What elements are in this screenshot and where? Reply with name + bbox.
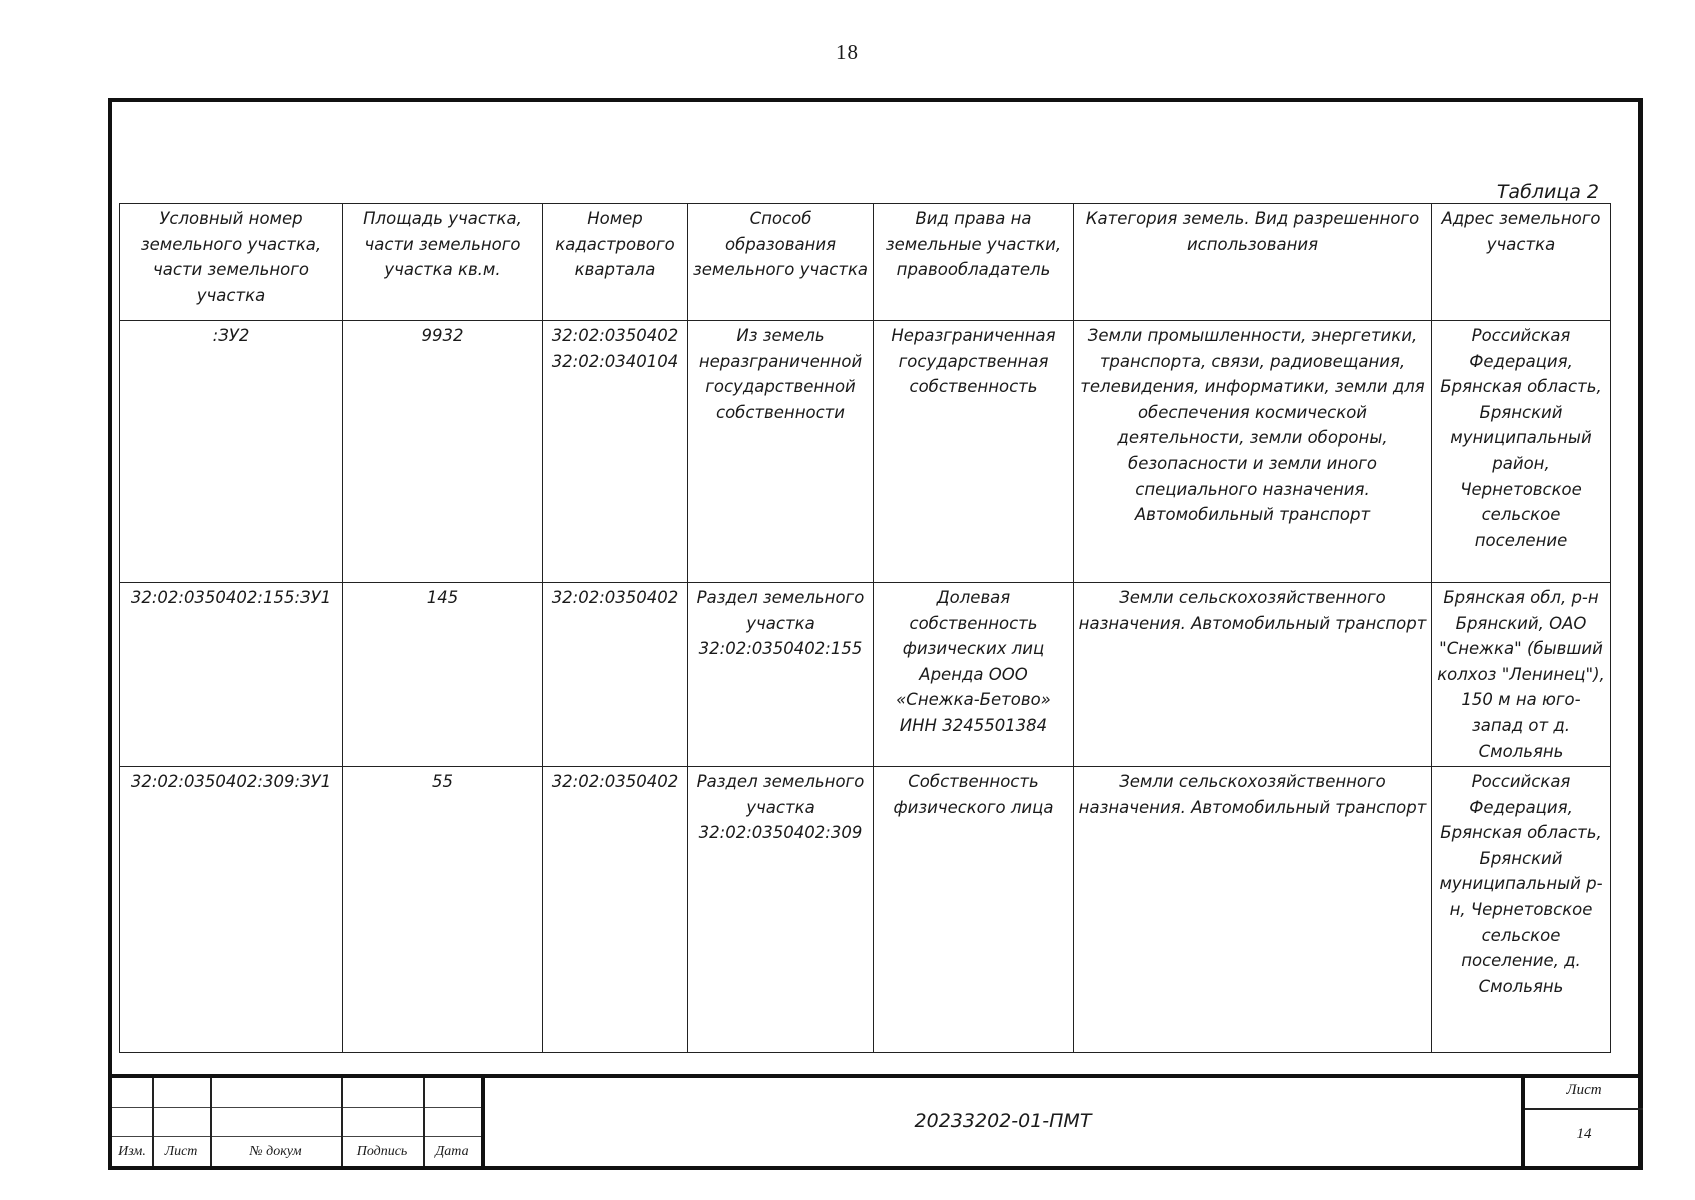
cell-formation-method: Раздел земельного участка 32:02:0350402:309 xyxy=(688,767,874,1053)
grid-line xyxy=(112,1136,481,1137)
page-number: 18 xyxy=(836,40,859,64)
cell-right-type: Долевая собственность физических лиц Аренда ООО «Снежка-Бетово» ИНН 3245501384 xyxy=(874,583,1074,767)
cell-land-category: Земли сельскохозяйственного назначения. Автомобильный транспорт xyxy=(1074,767,1432,1053)
cell-address: Брянская обл, р-н Брянский, ОАО "Снежка" (бывший колхоз "Ленинец"), 150 м на юго-запад от д. Смольянь xyxy=(1432,583,1611,767)
column-header-formation-method: Способ образования земельного участка xyxy=(688,204,874,321)
cell-plot-number: 32:02:0350402:155:ЗУ1 xyxy=(120,583,343,767)
column-header-area: Площадь участка, части земельного участка кв.м. xyxy=(343,204,543,321)
column-header-address: Адрес земельного участка xyxy=(1432,204,1611,321)
cell-land-category: Земли промышленности, энергетики, транспорта, связи, радиовещания, телевидения, информатики, земли для обеспечения космической деятельности, земли обороны, безопасности и земли иного специального назначения. Автомобильный транспорт xyxy=(1074,321,1432,583)
cell-formation-method: Из земель неразграниченной государственной собственности xyxy=(688,321,874,583)
cell-cadastral-quarter: 32:02:0350402 32:02:0340104 xyxy=(543,321,688,583)
cell-area: 9932 xyxy=(343,321,543,583)
cell-cadastral-quarter: 32:02:0350402 xyxy=(543,583,688,767)
stamp-caption-change: Изм. xyxy=(118,1144,146,1159)
title-block-sheet xyxy=(1525,1078,1643,1166)
cell-cadastral-quarter: 32:02:0350402 xyxy=(543,767,688,1053)
cell-address: Российская Федерация, Брянская область, Брянский муниципальный район, Чернетовское сельское поселение xyxy=(1432,321,1611,583)
stamp-caption-sheet: Лист xyxy=(164,1144,198,1159)
cell-area: 55 xyxy=(343,767,543,1053)
cell-address: Российская Федерация, Брянская область, Брянский муниципальный р-н, Чернетовское сельское поселение, д. Смольянь xyxy=(1432,767,1611,1053)
document-code: 20233202-01-ПМТ xyxy=(914,1110,1092,1132)
cell-formation-method: Раздел земельного участка 32:02:0350402:155 xyxy=(688,583,874,767)
grid-line xyxy=(1525,1108,1643,1110)
stamp-caption-document: № докум xyxy=(249,1144,302,1159)
table-caption: Таблица 2 xyxy=(1496,181,1599,203)
cell-right-type: Неразграниченная государственная собственность xyxy=(874,321,1074,583)
column-header-cadastral-quarter: Номер кадастрового квартала xyxy=(543,204,688,321)
title-block-revision-grid xyxy=(112,1078,481,1166)
table-header-row xyxy=(120,204,1611,321)
sheet-label: Лист xyxy=(1566,1082,1602,1098)
column-header-land-category: Категория земель. Вид разрешенного использования xyxy=(1074,204,1432,321)
cell-plot-number: :ЗУ2 xyxy=(120,321,343,583)
title-block-designation xyxy=(481,1078,1525,1166)
table-row xyxy=(120,767,1611,1053)
cell-right-type: Собственность физического лица xyxy=(874,767,1074,1053)
land-plots-table xyxy=(119,203,1611,1053)
column-header-right-type: Вид права на земельные участки, правообладатель xyxy=(874,204,1074,321)
cell-plot-number: 32:02:0350402:309:ЗУ1 xyxy=(120,767,343,1053)
grid-line xyxy=(112,1107,481,1108)
cell-land-category: Земли сельскохозяйственного назначения. Автомобильный транспорт xyxy=(1074,583,1432,767)
column-header-plot-number: Условный номер земельного участка, части земельного участка xyxy=(120,204,343,321)
cell-area: 145 xyxy=(343,583,543,767)
stamp-caption-signature: Подпись xyxy=(356,1144,408,1159)
table-row xyxy=(120,583,1611,767)
stamp-caption-date: Дата xyxy=(435,1144,469,1159)
table-row xyxy=(120,321,1611,583)
sheet-number: 14 xyxy=(1576,1126,1592,1142)
